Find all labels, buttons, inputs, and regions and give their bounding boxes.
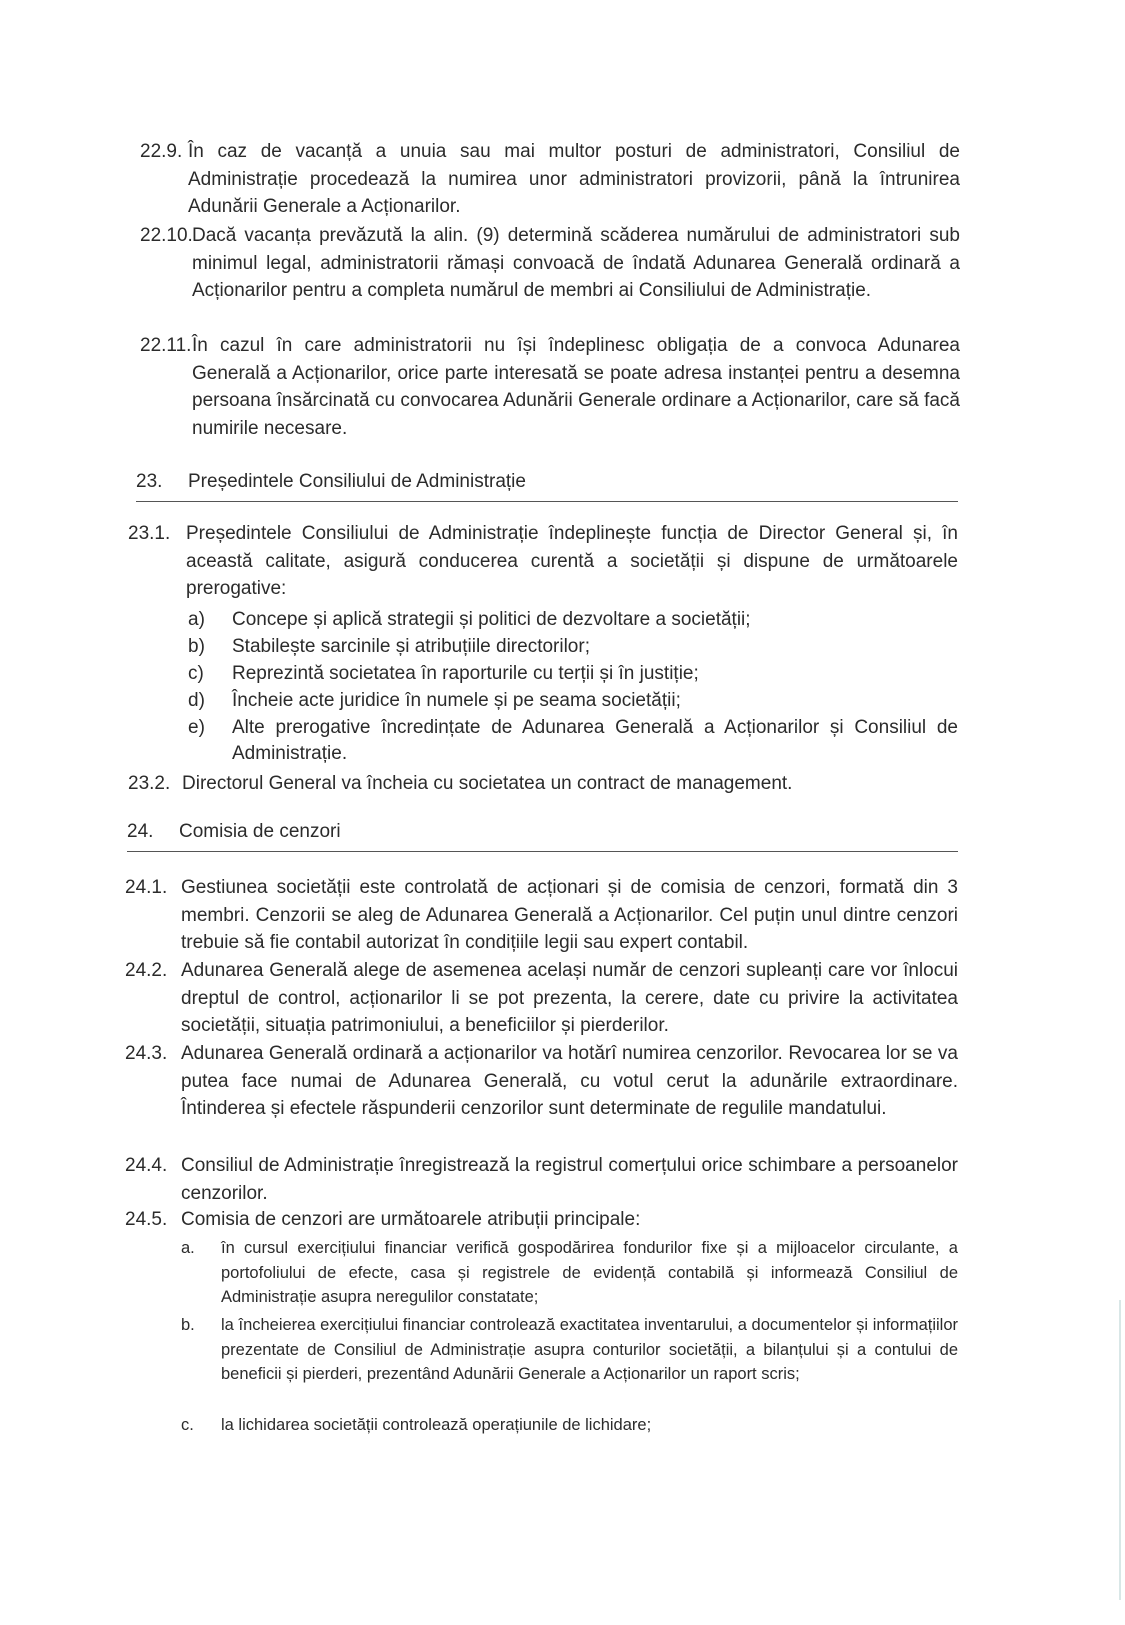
section-24-heading: [127, 818, 958, 852]
clause-text: Adunarea Generală ordinară a acționarilor va hotărî numirea cenzorilor. Revocarea lor se va putea face numai de Adunarea Generală, cu votul cerut la adunările extraordinare. Întinderea și efectele răspunderii cenzorilor sunt determinate de regulile mandatului.: [181, 1043, 958, 1119]
clause-22-9: [140, 138, 960, 221]
item-letter: c.: [181, 1416, 194, 1434]
clause-23-2: [128, 770, 958, 798]
list-item: [188, 661, 958, 687]
list-item: [188, 715, 958, 767]
section-23-heading: [136, 468, 958, 502]
section-number: 24.: [127, 821, 154, 842]
clause-number: 22.9.: [140, 141, 183, 162]
clause-24-5: [125, 1206, 958, 1234]
clause-text: În cazul în care administratorii nu își îndeplinesc obligația de a convoca Adunarea Generală a Acționarilor, orice parte interesată se poate adresa instanței pentru a desemna persoana însărcinată cu convocarea Adunării Generale ordinare a Acționarilor, care să facă numirile necesare.: [192, 335, 960, 439]
item-letter: a): [188, 609, 205, 630]
item-text: Încheie acte juridice în numele și pe seama societății;: [232, 690, 681, 711]
item-letter: d): [188, 690, 205, 711]
clause-number: 24.3.: [125, 1043, 168, 1064]
list-item: [188, 634, 958, 660]
clause-number: 24.1.: [125, 877, 168, 898]
item-letter: b.: [181, 1316, 195, 1334]
clause-number: 24.2.: [125, 960, 168, 981]
clause-text: Gestiunea societății este controlată de acționari și de comisia de cenzori, formată din 3 membri. Cenzorii se aleg de Adunarea Generală a Acționarilor. Cel puțin unul dintre cenzori trebuie să fie contabil autorizat în condițiile legii sau expert contabil.: [181, 877, 958, 953]
clause-24-3: [125, 1040, 958, 1123]
scan-edge-mark: [1119, 1300, 1121, 1600]
clause-24-4: [125, 1152, 958, 1207]
item-text: Reprezintă societatea în raporturile cu terții și în justiție;: [232, 663, 699, 684]
clause-text: Adunarea Generală alege de asemenea același număr de cenzori supleanți care vor înlocui dreptul de control, acționarilor li se pot prezenta, la cerere, date cu privire la activitatea societății, situația patrimoniului, a beneficiilor și pierderilor.: [181, 960, 958, 1036]
clause-number: 23.1.: [128, 523, 171, 544]
clause-text: Dacă vacanța prevăzută la alin. (9) determină scăderea numărului de administratori sub minimul legal, administratorii rămași convoacă de îndată Adunarea Generală ordinară a Acționarilor pentru a completa numărul de membri ai Consiliului de Administrație.: [192, 225, 960, 301]
list-item: [181, 1413, 958, 1438]
item-letter: c): [188, 663, 204, 684]
list-item: [181, 1236, 958, 1310]
clause-text: Comisia de cenzori are următoarele atribuții principale:: [181, 1209, 641, 1230]
clause-text: În caz de vacanță a unuia sau mai multor posturi de administratori, Consiliul de Administrație procedează la numirea unor administratori provizorii, până la întrunirea Adunării Generale a Acționarilor.: [188, 141, 960, 217]
list-item: [181, 1313, 958, 1387]
clause-24-1: [125, 874, 958, 957]
item-letter: b): [188, 636, 205, 657]
clause-text: Directorul General va încheia cu societatea un contract de management.: [182, 773, 793, 794]
clause-number: 22.11.: [140, 335, 192, 356]
list-item: [188, 607, 958, 633]
clause-number: 24.4.: [125, 1155, 168, 1176]
item-text: Concepe și aplică strategii și politici de dezvoltare a societății;: [232, 609, 751, 630]
clause-24-2: [125, 957, 958, 1040]
clause-number: 23.2.: [128, 773, 171, 794]
item-text: Stabilește sarcinile și atribuțiile directorilor;: [232, 636, 590, 657]
section-title: Comisia de cenzori: [179, 821, 341, 842]
item-letter: a.: [181, 1239, 195, 1257]
item-text: Alte prerogative încredințate de Adunarea Generală a Acționarilor și Consiliul de Administrație.: [232, 717, 958, 764]
clause-text: Consiliul de Administrație înregistrează la registrul comerțului orice schimbare a persoanelor cenzorilor.: [181, 1155, 958, 1204]
section-title: Președintele Consiliului de Administrație: [188, 471, 526, 492]
section-number: 23.: [136, 471, 163, 492]
item-text: la lichidarea societății controlează operațiunile de lichidare;: [221, 1416, 652, 1434]
clause-number: 22.10.: [140, 225, 193, 246]
item-text: la încheierea exercițiului financiar controlează exactitatea inventarului, a documentelor și informațiilor prezentate de Consiliul de Administrație asupra conturilor societății, a bilanțului și a contului de beneficii și pierderi, prezentând Adunării Generale a Acționarilor un raport scris;: [221, 1316, 958, 1383]
clause-22-10: [140, 222, 960, 305]
list-item: [188, 688, 958, 714]
clause-number: 24.5.: [125, 1209, 168, 1230]
item-text: în cursul exercițiului financiar verifică gospodărirea fondurilor fixe și a mijloacelor circulante, a portofoliului de efecte, casa și registrele de evidență contabilă și informează Consiliul de Administrație asupra neregulilor constatate;: [221, 1239, 958, 1306]
clause-23-1: [128, 520, 958, 603]
clause-22-11: [140, 332, 960, 442]
item-letter: e): [188, 717, 205, 738]
clause-text: Președintele Consiliului de Administrație îndeplinește funcția de Director General și, în această calitate, asigură conducerea curentă a societății și dispune de următoarele prerogative:: [186, 523, 958, 599]
